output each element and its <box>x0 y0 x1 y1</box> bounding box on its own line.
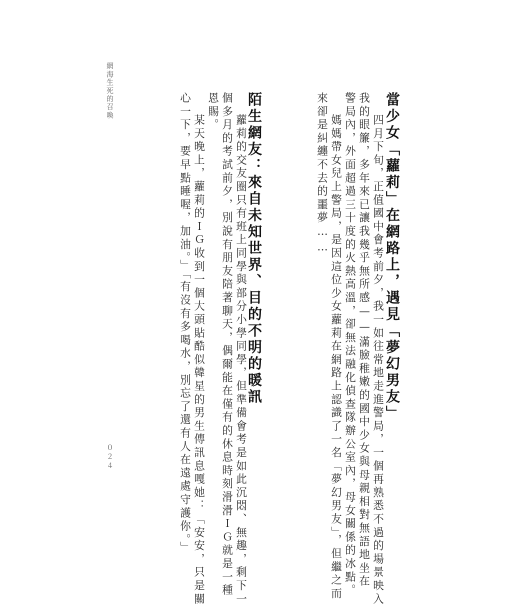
body-line: 警局內，外面超過三十度的火熱高溫，卻無法融化偵查隊辦公室內，母女關係的冰點。 <box>344 92 357 598</box>
body-line: 個多月的考試前夕，別說有朋友陪著聊天，偶爾能在僅有的休息時刻滑滑ＩＧ就是一種 <box>221 92 234 598</box>
body-line: 來卻是糾纏不去的噩夢…… <box>316 92 329 256</box>
body-line: 蘿莉的交友圈只有班上同學與部分小學同學，但準備會考是如此沉悶、無趣，剩下一 <box>235 114 248 606</box>
page-number: ０２４ <box>106 444 114 471</box>
body-line: 我的眼簾，多年來已讓我幾乎無所感——滿臉稚嫩的國中少女與母親相對無語地坐在 <box>358 92 371 589</box>
body-line: 四月下旬，正值國中會考前夕，我一如往常地走進警局，一個再熟悉不過的場景映入 <box>372 114 385 606</box>
section-heading-1: 當少女「蘿莉」在網路上，遇見「夢幻男友」 <box>384 92 400 422</box>
body-line: 恩賜。 <box>207 92 220 132</box>
running-header: 網海生死的召喚 <box>106 62 114 120</box>
body-line: 媽媽帶女兒上警局，是因這位少女蘿莉在網路上認識了一名「夢幻男友」，但繼之而 <box>330 114 343 601</box>
body-line: 某天晚上，蘿莉的ＩＧ收到一個大頭貼酷似韓星的男生傳訊息嘎她：「安安，只是關 <box>193 114 206 606</box>
body-line: 心一下，要早點睡喔，加油。」「有沒有多喝水，別忘了還有人在遠處守護你。」 <box>179 92 192 555</box>
section-heading-2: 陌生網友：來自未知世界、目的不明的暖訊 <box>246 92 262 406</box>
